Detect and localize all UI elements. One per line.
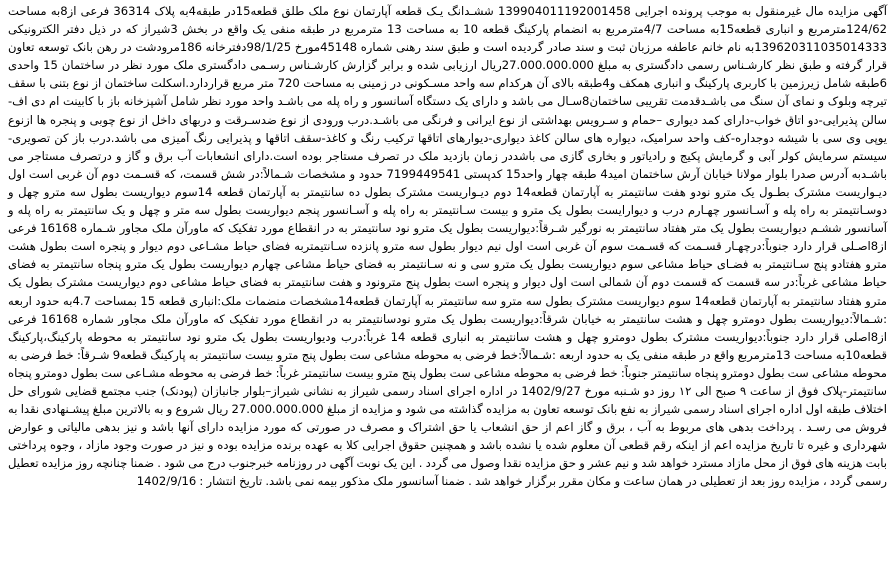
notice-body-text: آگهی مزایده مال غیرمنقول به موجب پرونده اجرایی 139904011192001458 ششـدانگ یـک قطعه آپارتمان نوع ملک طلق قطعه15در طبقه4به پلاک 36314 فرعی از8به مساحت 124/62مترمربع و انباری قطعه15به مساحت 4/7مترمربع به انضمام پارکینگ قطعه 10 به مساحت 13 مترمربع در طبقه منفی یک واقع در بخش 3شیراز که در ذیل دفتر الکترونیکی 139620311035014333به نام خانم عاطفه مرزبان ثبت و سند صادر گردیده است و طبق سند رهنی شماره 45148مورخ 98/1/25دفترخانه 186مرودشت در رهن بانک توسعه تعاون قرار گرفته و طبق نظر کارشـناس رسمی دادگستری به مبلغ 27.000.000.000ریال ارزیابی شده و برابر گزارش کارشـناس رسـمی دادگستری ملک مورد نظر در ساختمان 15 واحدی 6طبقه شامل زیرزمین با کاربری پارکینگ و انباری همکف و4طبقه بالای آن هرکدام سه واحد مسـکونی در زمینی به مساحت 720 متر مربع قراردارد.اسکلت ساختمان از نوع بتنی با سقف تیرچه وبلوک و نمای آن سنگ می باشـدقدمت تقریبی ساختمان8سـال می باشد و دارای یک دستگاه آسانسور و راه پله می باشـد واحد مورد نظر شامل آشپزخانه باز با کابینت ام دی اف-سالن پذیرایی-دو اتاق خواب-دارای کمد دیواری –حمام و سـرویس بهداشتی از نوع ایرانی و فرنگی می باشـد.درب ورودی از نوع ضدسـرقت و دربهای داخل از نوع چوبی و پنجره ها ازنوع یوپی وی سی با شیشه دوجداره-کف واحد سرامیک، دیواره های سالن کاغذ دیواری-دیوارهای اتاقها ترکیب رنگ و کاغذ-سقف اتاقها و پذیرایی رنگ آمیزی می باشد.درب باز کن تصویری-سیستم سرمایش کولر آبی و گرمایش پکیج و رادیاتور و بخاری گازی می باشددر زمان بازدید ملک در تصرف مستاجر بوده است.دارای انشعابات آب برق و گاز و درتصرف مستاجر می باشـدبه آدرس صدرا بلوار مولانا خیابان آرش ساختمان امید4 طبقه چهار واحد15 کدپستی 7199449541 حدود و مشخصات شـمالاً:در شش قسمت، که قسـمت دوم آن غربی است اول دیـواریست مشترک بطـول یک مترو نودو هفت سانتیمتر به آپارتمان قطعه14 دوم دیـواریست مشترک بطول ده سانتیمتر به آپارتمان قطعه 14سوم دیواریست بطول سه مترو چهل و دوسـانتیمتر به راه پله و آسـانسور چهـارم درب و دیوارایست بطول یک مترو و بیست سـانتیمتر به راه پله و آسـانسور پنجم دیواریست بطول سه متر و چهل و یک سانتیمتر به راه پله و آسانسور ششـم دیواریست بطول یک متر هفتاد سانتیمتر به نورگیر شـرقاً:دیواریست بطول یک مترو نود سانتیمتر به در انقطاع مورد تفکیک که ماورآن ملک مجاور شـماره 16168 فرعی از8اصـلی قرار دارد جنوباً:درچهـار قسـمت که قسـمت سوم آن غربی است اول نیم دیوار بطول سه مترو پانزده سـانتیمتربه فضای حیاط مشـاعی دوم دیوار و پنجره است بطول هشت مترو هفتادو پنج سـانتیمتر به فضـای حیاط مشاعی سوم دیواریست بطول یک مترو سی و نه سـانتیمتر به فضای حیاط مشاعی چهارم دیواریست بطول یک مترو پنجاه سانتیمتر به فضای حیاط مشاعی غرباً:در سه قسمت که قسمت دوم آن شمالی است اول دیوار و پنجره است بطول پنج مترونود و هفت سانتیمتر به فضای حیاط مشاعی دوم دیواریست مشترک بطول یک مترو هفتاد سانتیمتر به آپارتمان قطعه14 سوم دیواریست مشترک بطول سه مترو سه سانتیمتر به آپارتمان قطعه14مشخصات منضمات ملک:انباری قطعه 15 بمساحت 4.7به حدود اربعه :شـمالاً:دیواریست بطول دومترو چهل و هشت سانتیمتر به خیابان شرقاً:دیواریست بطول یک مترو نودسانتیمتر به در انقطاع مورد تفکیک که ماورآن ملک مجاور شماره 16168 فرعی از8اصلی قرار دارد جنوباً:دیواریست مشترک بطول دومترو چهل و هشت سانتیمتر به انباری قطعه 14 غرباً:درب ودیواریست بطول یک مترو نود سانتیمتر به محوطه پارکینگ،پارکینگ قطعه10به مساحت 13مترمربع واقع در طبقه منفی یک به حدود اربعه :شـمالاً:خط فرضی به محوطه مشاعی ست بطول پنج مترو بیست سانتیمتر به پارکینگ قطعه9 شـرقاً: خط فرضی به محوطه مشاعی ست بطول دومترو پنجاه سانتیمتر جنوباً: خط فرضی به محوطه مشاعی ست بطول پنج مترو بیست سانتیمتر غرباً: خط فرضی به محوطه مشـاعی ست بطول دومترو پنجاه سانتیمتر-پلاک فوق از ساعت ۹ صبح الی ۱۲ روز دو شـنبه مورخ 1402/9/27 در اداره اجرای اسناد رسمی شیراز به نشانی شیراز–بلوار جانبازان (پودنک) جنب مجتمع قضایی شورای حل اختلاف طبقه اول اداره اجرای اسناد رسمی شیراز به نفع بانک توسعه تعاون به مزایده گذاشته می شود و مزایده از مبلغ 27.000.000.000 ریال شروع و به بالاترین مبلغ پیشـنهادی نقدا به فروش می رسـد . پرداخت بدهی های مربوط به آب ، برق و گاز اعم از حق انشعاب یا حق اشتراک و مصرف در صورتی که مورد مزایده دارای آنها باشد و نیز بدهی مالیاتی و عوارض شهرداری و غیره تا تاریخ مزایده اعم از اینکه رقم قطعی آن معلوم شده یا نشده باشد و همچنین حقوق اجرایی کلا به عهده برنده مزایده بوده و نیز در صورت وجود مازاد ، وجوه پرداختی بابت هزینه های فوق از محل مازاد مسترد خواهد شد و نیم عشر و حق مزایده نقدا وصول می گردد . این یک نوبت آگهی در روزنامه خبرجنوب درج می شود . ضمنا چنانچه روز مزایده تعطیل رسمی گردد ، مزایده روز بعد از تعطیلی در همان ساعت و مکان مقرر برگزار خواهد شد . ضمنا آسانسور ملک مذکور بیمه نمی باشد. تاریخ انتشار : 1402/9/16	[8, 4, 888, 489]
